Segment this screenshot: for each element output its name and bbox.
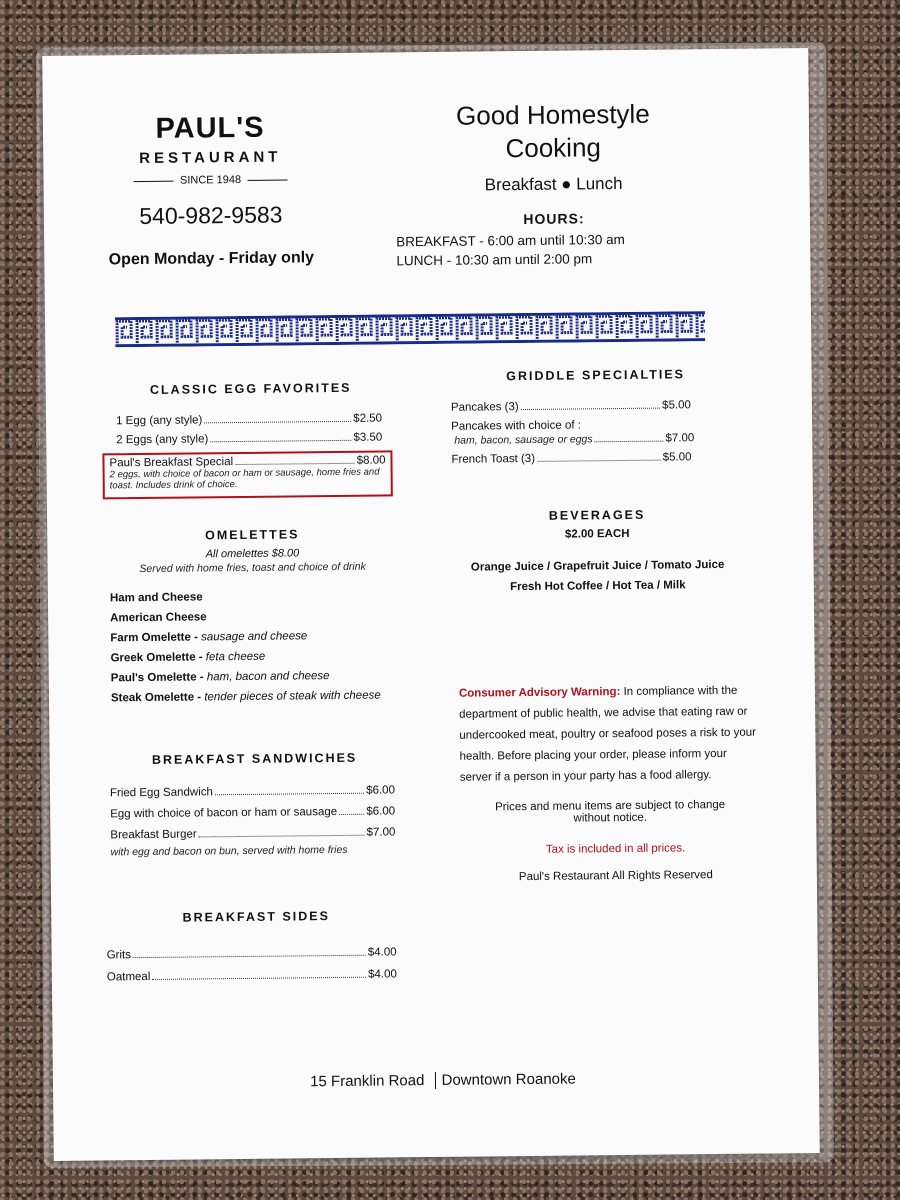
item-price: $7.00 xyxy=(665,432,695,445)
menu-item xyxy=(451,399,691,414)
tagline xyxy=(393,97,714,166)
omelette-item: Paul's Omelette - ham, bacon and cheese xyxy=(110,670,330,685)
omelette-list xyxy=(110,589,411,712)
omelettes-price: All omelettes $8.00 xyxy=(205,547,300,561)
item-price: $8.00 xyxy=(356,454,386,467)
breakfast-special-box xyxy=(102,450,392,499)
omelettes-served: Served with home fries, toast and choice of drink xyxy=(139,560,366,576)
beverages-line1: Orange Juice / Grapefruit Juice / Tomato Juice xyxy=(470,558,725,574)
beverages-line2: Fresh Hot Coffee / Hot Tea / Milk xyxy=(510,579,686,594)
omelette-item: Ham and Cheese xyxy=(109,591,203,605)
item-name: French Toast (3) xyxy=(451,452,536,466)
menu-item xyxy=(107,968,397,983)
sides-heading: BREAKFAST SIDES xyxy=(182,909,331,925)
open-days: Open Monday - Friday only xyxy=(108,249,315,269)
classic-egg-heading: CLASSIC EGG FAVORITES xyxy=(149,380,352,397)
hours-breakfast: BREAKFAST - 6:00 am until 10:30 am xyxy=(396,231,625,250)
divider-left xyxy=(134,180,174,181)
menu-item xyxy=(454,432,694,447)
omelette-item: American Cheese xyxy=(110,611,207,625)
menu-card xyxy=(42,48,820,1161)
item-price: $5.00 xyxy=(662,451,692,464)
since-text: SINCE 1948 xyxy=(179,173,242,187)
omelette-item: Steak Omelette - tender pieces of steak with cheese xyxy=(110,689,381,705)
restaurant-name: PAUL'S xyxy=(155,111,265,145)
item-name: Fried Egg Sandwich xyxy=(109,786,213,800)
item-name: ham, bacon, sausage or eggs xyxy=(454,433,593,447)
tagline-line2: Cooking xyxy=(505,132,602,164)
restaurant-subtitle: RESTAURANT xyxy=(139,148,282,168)
item-name: Grits xyxy=(106,949,131,962)
divider-right xyxy=(247,179,287,180)
advisory-label: Consumer Advisory Warning: xyxy=(458,686,621,700)
item-name: Egg with choice of bacon or ham or sausage xyxy=(110,805,338,821)
since-line xyxy=(105,173,315,187)
prices-note: Prices and menu items are subject to change without notice. xyxy=(495,798,726,825)
item-name: Oatmeal xyxy=(106,970,151,984)
omelettes-heading: OMELETTES xyxy=(204,527,300,543)
griddle-heading: GRIDDLE SPECIALTIES xyxy=(506,367,686,384)
sandwiches-heading: BREAKFAST SANDWICHES xyxy=(151,750,358,767)
menu-item xyxy=(451,451,691,466)
menu-item xyxy=(110,784,395,799)
item-price: $2.50 xyxy=(353,412,383,425)
item-price: $5.00 xyxy=(662,399,691,412)
item-price: $4.00 xyxy=(368,968,397,981)
omelette-item: Greek Omelette - feta cheese xyxy=(110,650,266,665)
omelette-item: Farm Omelette - sausage and cheese xyxy=(110,630,308,645)
tax-note: Tax is included in all prices. xyxy=(545,842,686,856)
menu-item xyxy=(110,805,395,820)
hours-heading: HOURS: xyxy=(523,210,585,228)
menu-item xyxy=(107,946,397,961)
item-price: $6.00 xyxy=(366,784,396,797)
address xyxy=(233,1070,653,1091)
item-name: Pancakes with choice of : xyxy=(451,419,581,433)
menu-item xyxy=(110,826,395,841)
item-price: $6.00 xyxy=(366,805,396,818)
item-name: Paul's Breakfast Special xyxy=(109,456,234,470)
item-price: $3.50 xyxy=(353,431,383,444)
item-price: $4.00 xyxy=(367,946,397,959)
menu-item xyxy=(116,413,382,428)
special-description: 2 eggs, with choice of bacon or ham or sausage, home fries and toast. Includes drink of choice. xyxy=(109,466,380,492)
meals-served: Breakfast ● Lunch xyxy=(484,173,623,195)
beverages-heading: BEVERAGES xyxy=(548,507,646,523)
item-name: 2 Eggs (any style) xyxy=(116,433,209,447)
item-price: $7.00 xyxy=(366,826,396,839)
consumer-advisory xyxy=(459,681,760,789)
menu-item xyxy=(116,432,382,447)
greek-key-border xyxy=(115,311,705,347)
address-area: Downtown Roanoke xyxy=(441,1070,576,1089)
item-name: Breakfast Burger xyxy=(110,828,197,842)
menu-item xyxy=(451,418,691,433)
phone-number: 540-982-9583 xyxy=(139,201,283,230)
item-name: 1 Egg (any style) xyxy=(116,414,203,428)
hours-lunch: LUNCH - 10:30 am until 2:00 pm xyxy=(396,251,593,269)
beverages-price: $2.00 EACH xyxy=(564,527,630,541)
item-name: Pancakes (3) xyxy=(450,401,519,414)
advisory-text: In compliance with the department of public health, we advise that eating raw or undercooked meat, poultry or seafood poses a risk to your health. Before placing your order, please inform your server if a person in your party has a food allergy. xyxy=(459,684,757,784)
rights-note: Paul's Restaurant All Rights Reserved xyxy=(518,869,713,884)
burger-description: with egg and bacon on bun, served with home fries xyxy=(110,843,348,859)
tagline-line1: Good Homestyle xyxy=(455,98,650,131)
address-street: 15 Franklin Road xyxy=(310,1072,425,1091)
